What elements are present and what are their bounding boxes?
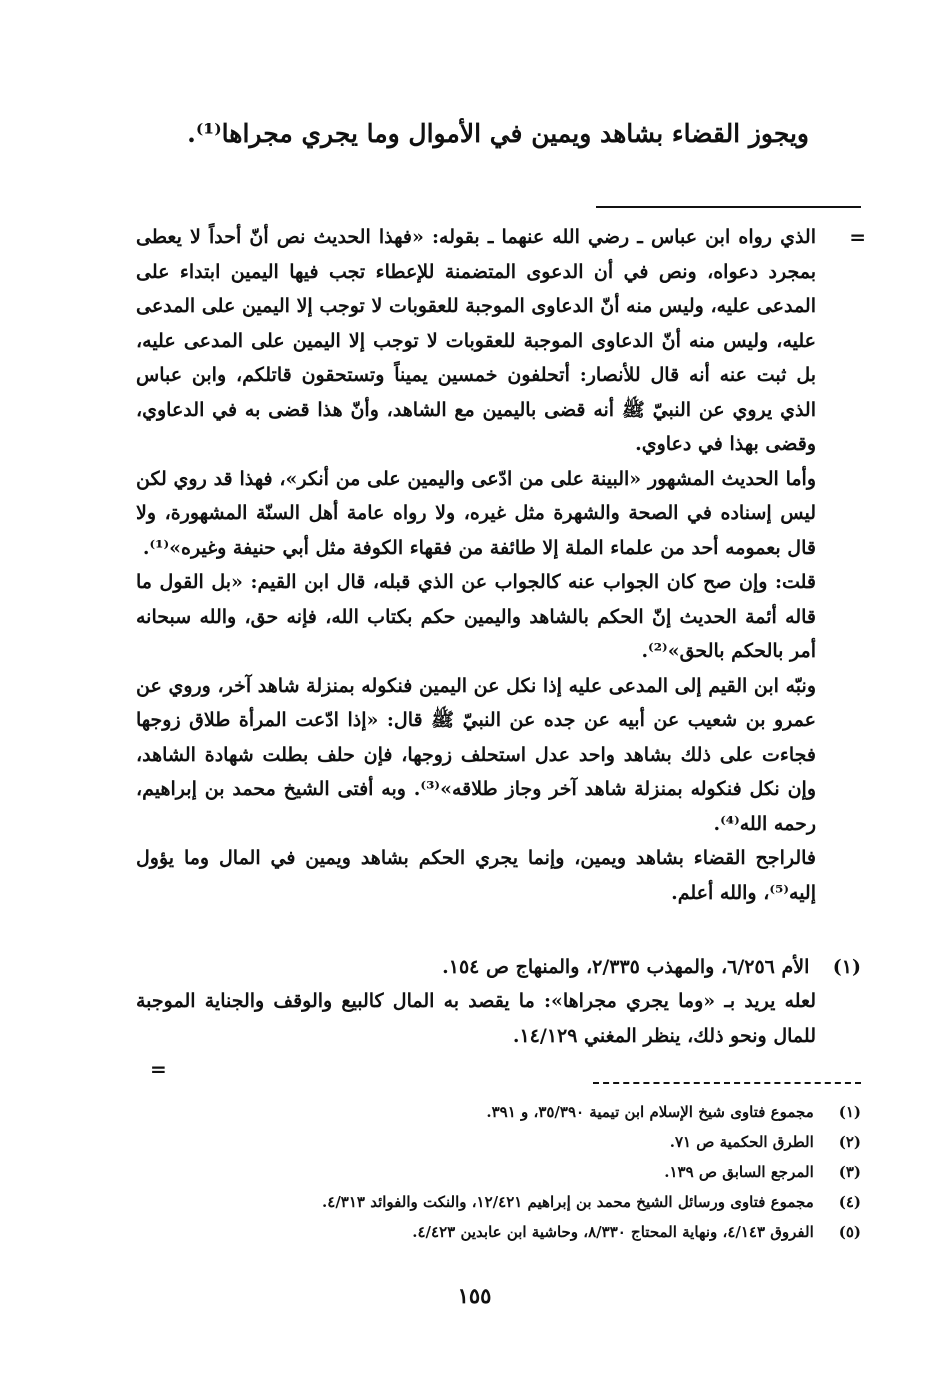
footnote-number: (٤) — [838, 1193, 861, 1211]
continuation-mark-top: = — [849, 225, 866, 249]
note-paragraph: وأما الحديث المشهور «البينة على من ادّعى واليمين على من أنكر»، فهذا قد روي لكن ليس إسناده في الصحة والشهرة مثل غيره، ولا رواه عامة أهل السنّة المشهورة، ولا قال بعمومه أحد من علماء الملة إلا طائفة من فقهاء الكوفة مثل أبي حنيفة وغيره»⁽¹⁾. — [136, 467, 816, 559]
footnote-number: (٣) — [838, 1163, 861, 1181]
footnote-text: المرجع السابق ص ١٣٩. — [664, 1163, 814, 1181]
footnote-item — [101, 1097, 861, 1127]
footnote-item — [101, 1157, 861, 1187]
footnote-item — [101, 1127, 861, 1157]
note-paragraph: الذي رواه ابن عباس ـ رضي الله عنهما ـ بقوله: «فهذا الحديث نص أنّ أحداً لا يعطى بمجرد دعواه، ونص في أن الدعوى المتضمنة للإعطاء تجب فيها اليمين ابتداء على المدعى عليه، وليس منه أنّ الدعاوى الموجبة للعقوبات لا توجب إلا اليمين على المدعى عليه، وليس منه أنّ الدعاوى الموجبة للعقوبات لا توجب إلا اليمين على المدعى عليه، بل ثبت عنه أنه قال للأنصار: أتحلفون خمسين يميناً وتستحقون قاتلكم، وابن عباس الذي يروي عن النبيّ ﷺ أنه قضى باليمين مع الشاهد، وأنّ هذا قضى به في الدعاوي، وقضى بهذا في دعاوي. — [136, 226, 816, 455]
footnote-text: مجموع فتاوى ورسائل الشيخ محمد بن إبراهيم ١٢/٤٢١، والنكت والفوائد ٤/٣١٣. — [322, 1193, 814, 1211]
footnote-text: مجموع فتاوى شيخ الإسلام ابن تيمية ٣٥/٣٩٠، و ٣٩١. — [486, 1103, 814, 1121]
page-number: ١٥٥ — [457, 1283, 492, 1308]
footnote-separator-rule — [596, 206, 861, 208]
footnote-dashed-rule — [593, 1082, 861, 1084]
continuation-mark-bottom: = — [150, 1057, 167, 1081]
continued-note-block — [136, 220, 816, 910]
note-paragraph: فالراجح القضاء بشاهد ويمين، وإنما يجري الحكم بشاهد ويمين في المال وما يؤول إليه⁽⁵⁾، والله أعلم. — [136, 847, 816, 904]
footnote-number: (٥) — [838, 1223, 861, 1241]
note-one-number: (١) — [832, 956, 861, 978]
footnote-text: الطرق الحكمية ص ٧١. — [669, 1133, 814, 1151]
footnote-number: (٢) — [838, 1133, 861, 1151]
footnote-number: (١) — [838, 1103, 861, 1121]
footnotes-list — [101, 1097, 861, 1247]
note-paragraph: قلت: وإن صح كان الجواب عنه كالجواب عن الذي قبله، قال ابن القيم: «بل القول ما قاله أئمة الحديث إنّ الحكم بالشاهد واليمين حكم بكتاب الله، فإنه حق، والله سبحانه أمر بالحكم بالحق»⁽²⁾. — [136, 571, 816, 662]
footnote-item — [101, 1217, 861, 1247]
note-one-row — [136, 950, 861, 985]
main-text-line: ويجوز القضاء بشاهد ويمين في الأموال وما يجري مجراها⁽¹⁾. — [187, 119, 809, 148]
footnote-text: الفروق ٤/١٤٣، ونهاية المحتاج ٨/٣٣٠، وحاشية ابن عابدين ٤/٤٢٣. — [412, 1223, 814, 1241]
note-one-continuation: لعله يريد بـ «وما يجري مجراها»: ما يقصد به المال كالبيع والوقف والجناية الموجبة للمال ونحو ذلك، ينظر المغني ١٤/١٢٩. — [136, 990, 816, 1047]
note-one-text: الأم ٦/٢٥٦، والمهذب ٢/٣٣٥، والمنهاج ص ١٥٤. — [442, 956, 810, 978]
footnote-item — [101, 1187, 861, 1217]
note-paragraph: ونبّه ابن القيم إلى المدعى عليه إذا نكل عن اليمين فنكوله بمنزلة شاهد آخر، وروي عن عمرو بن شعيب عن أبيه عن جده عن النبيّ ﷺ قال: «إذا ادّعت المرأة طلاق زوجها فجاءت على ذلك بشاهد واحد عدل استحلف زوجها، فإن حلف بطلت شهادة الشاهد، وإن نكل فنكوله بمنزلة شاهد آخر وجاز طلاقه»⁽³⁾. وبه أفتى الشيخ محمد بن إبراهيم، رحمه الله⁽⁴⁾. — [136, 674, 816, 835]
